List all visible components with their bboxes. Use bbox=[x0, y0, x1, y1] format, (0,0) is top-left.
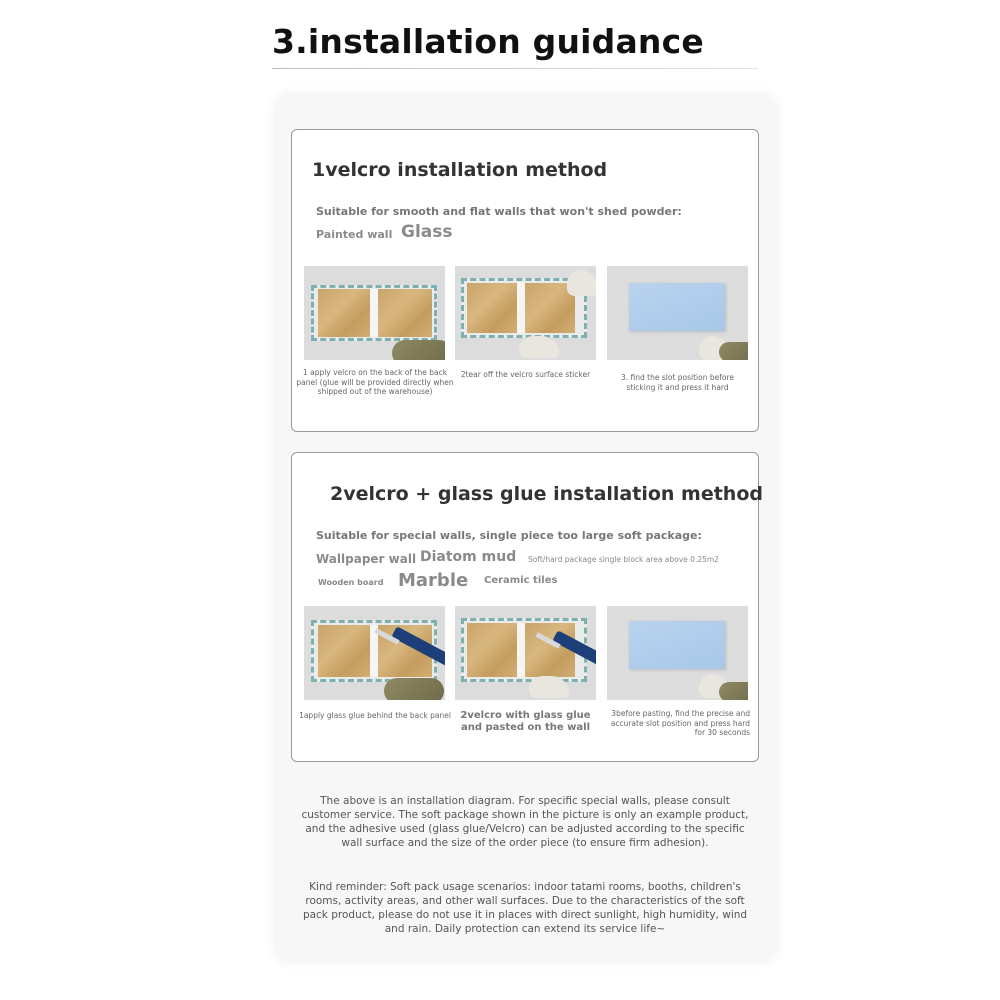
wall-tag-wooden: Wooden board bbox=[318, 578, 384, 587]
step1-image bbox=[304, 266, 445, 360]
kind-reminder: Kind reminder: Soft pack usage scenarios: indoor tatami rooms, booths, children's rooms, activity areas, and other wall surfaces. Due to the characteristics of the soft pack product, please do not use it in places with direct sunlight, high humidity, wind and rain. Daily protection can extend its service life~ bbox=[302, 881, 748, 935]
step3-image bbox=[607, 266, 748, 360]
glue-method-title: 2velcro + glass glue installation method bbox=[330, 483, 763, 505]
wall-tag-diatom: Diatom mud bbox=[420, 549, 517, 565]
velcro-method-title: 1velcro installation method bbox=[312, 159, 608, 181]
glue-method-panel bbox=[291, 452, 763, 762]
page-title: 3.installation guidance bbox=[272, 22, 704, 61]
glue-step3-caption: 3before pasting, find the precise and accurate slot position and press hard for 30 seconds bbox=[610, 709, 750, 737]
title-divider bbox=[272, 68, 758, 69]
wall-tag-ceramic: Ceramic tiles bbox=[484, 575, 558, 586]
glue-suitable-text: Suitable for special walls, single piece too large soft package: bbox=[316, 529, 702, 542]
step3-caption: 3. find the slot position before sticking it and press it hard bbox=[621, 373, 734, 392]
glue-step2-image bbox=[455, 606, 596, 700]
velcro-method-panel bbox=[291, 129, 759, 432]
wall-tag-glass: Glass bbox=[401, 222, 453, 242]
step1-caption: 1 apply velcro on the back of the back panel (glue will be provided directly when shipped out of the warehouse) bbox=[296, 368, 454, 396]
wall-tag-marble: Marble bbox=[398, 570, 469, 591]
glue-step3-image bbox=[607, 606, 748, 700]
step2-caption: 2tear off the velcro surface sticker bbox=[460, 370, 591, 379]
glue-step2-caption: 2velcro with glass glue and pasted on the wall bbox=[460, 710, 591, 733]
wall-tag-area-note: Soft/hard package single block area above 0.25m2 bbox=[528, 555, 719, 564]
step2-image bbox=[455, 266, 596, 360]
wall-tag-wallpaper: Wallpaper wall bbox=[316, 552, 417, 566]
glue-step1-image bbox=[304, 606, 445, 700]
installation-note: The above is an installation diagram. For specific special walls, please consult customer service. The soft package shown in the picture is only an example product, and the adhesive used (glass glue/Velcro) can be adjusted according to the specific wall surface and the size of the order piece (to ensure firm adhesion). bbox=[301, 795, 749, 849]
velcro-suitable-text: Suitable for smooth and flat walls that won't shed powder: bbox=[316, 205, 682, 218]
wall-tag-painted: Painted wall bbox=[316, 228, 393, 241]
glue-step1-caption: 1apply glass glue behind the back panel bbox=[299, 711, 451, 720]
